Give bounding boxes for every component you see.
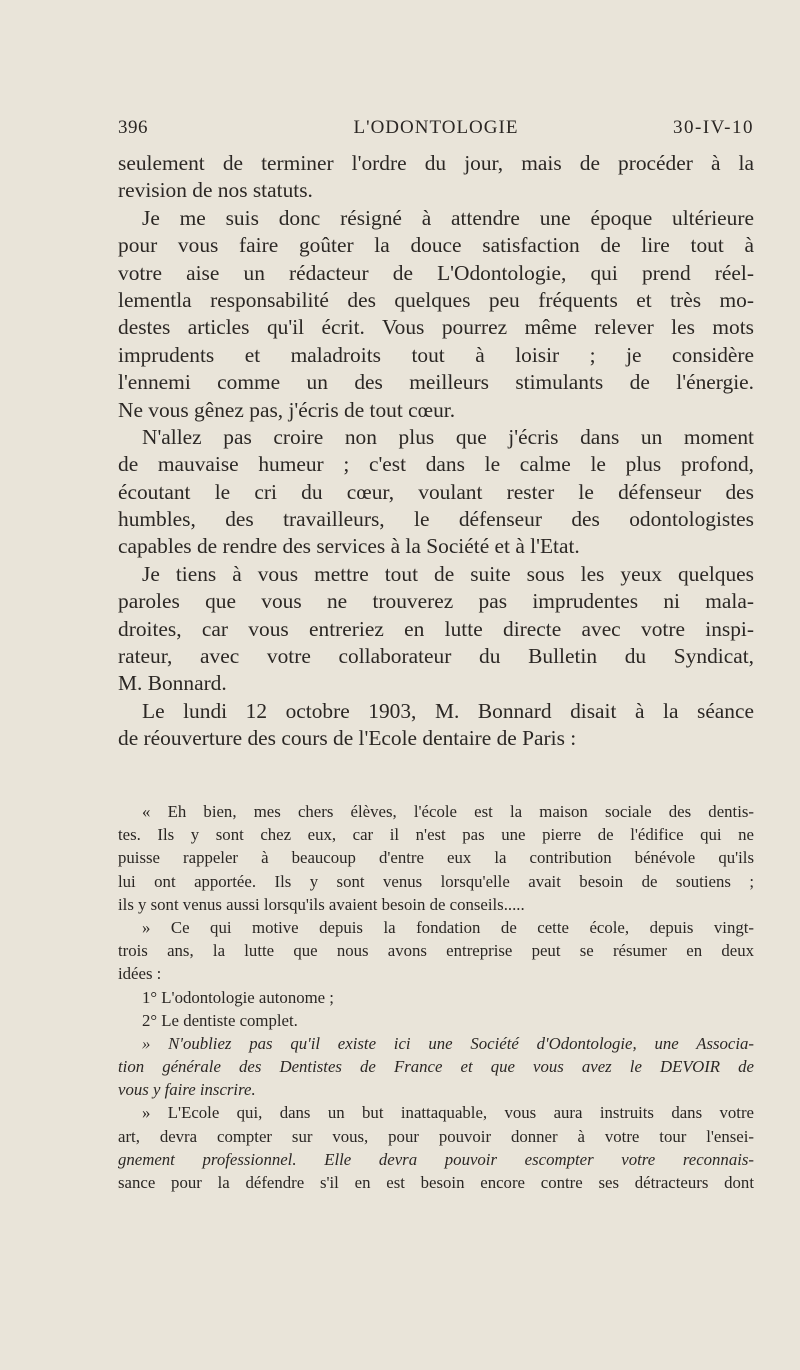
text-line: M. Bonnard. (118, 671, 227, 696)
text-line: imprudents et maladroits tout à loisir ; je considère (118, 342, 754, 367)
text-line: rateur, avec votre collaborateur du Bulletin du Syndicat, (118, 644, 754, 669)
text-line: capables de rendre des services à la Société et à l'Etat. (118, 534, 580, 559)
text-line: droites, car vous entreriez en lutte directe avec votre inspi- (118, 616, 754, 641)
quote-line: » L'Ecole qui, dans un but inattaquable, vous aura instruits dans votre (142, 1103, 754, 1123)
running-title: L'ODONTOLOGIE (353, 117, 519, 138)
quote-line: trois ans, la lutte que nous avons entreprise peut se résumer en deux (118, 941, 754, 961)
text-line: seulement de terminer l'ordre du jour, mais de procéder à la (118, 151, 754, 175)
text-line: Je me suis donc résigné à attendre une époque ultérieure (142, 205, 754, 230)
text-line: Je tiens à vous mettre tout de suite sous les yeux quelques (142, 561, 754, 586)
quote-line: puisse rappeler à beaucoup d'entre eux la contribution bénévole qu'ils (118, 848, 754, 868)
text-line: l'ennemi comme un des meilleurs stimulants de l'énergie. (118, 370, 754, 395)
text-line: lementla responsabilité des quelques peu fréquents et très mo- (118, 287, 754, 312)
quote-line: ils y sont venus aussi lorsqu'ils avaient besoin de conseils..... (118, 894, 525, 914)
text-line: Ne vous gênez pas, j'écris de tout cœur. (118, 397, 456, 422)
running-header (118, 117, 754, 145)
quote-line: 2° Le dentiste complet. (142, 1010, 298, 1030)
text-line: pour vous faire goûter la douce satisfaction de lire tout à (118, 233, 754, 258)
quote-line: gnement professionnel. Elle devra pouvoir escompter votre reconnais- (118, 1149, 754, 1169)
text-line: humbles, des travailleurs, le défenseur des odontologistes (118, 507, 754, 532)
quote-line: « Eh bien, mes chers élèves, l'école est la maison sociale des dentis- (142, 802, 754, 821)
quote-line: sance pour la défendre s'il en est besoin encore contre ses détracteurs dont (118, 1173, 754, 1192)
quoted-speech (118, 800, 754, 1194)
quote-line: tes. Ils y sont chez eux, car il n'est pas une pierre de l'édifice qui ne (118, 825, 754, 845)
quote-line: » Ce qui motive depuis la fondation de cette école, depuis vingt- (142, 917, 754, 937)
issue-date: 30-IV-10 (673, 117, 754, 138)
text-line: écoutant le cri du cœur, voulant rester le défenseur des (118, 479, 754, 504)
text-line: de mauvaise humeur ; c'est dans le calme le plus profond, (118, 452, 754, 477)
text-line: votre aise un rédacteur de L'Odontologie, qui prend réel- (118, 260, 754, 285)
quote-line: tion générale des Dentistes de France et que vous avez le DEVOIR de (118, 1057, 754, 1077)
text-line: de réouverture des cours de l'Ecole dentaire de Paris : (118, 726, 577, 751)
main-text (118, 150, 754, 753)
text-line: revision de nos statuts. (118, 178, 313, 203)
quote-line: lui ont apportée. Ils y sont venus lorsqu'elle avait besoin de soutiens ; (118, 871, 754, 891)
quote-line: » N'oubliez pas qu'il existe ici une Société d'Odontologie, une Associa- (142, 1033, 754, 1053)
text-line: destes articles qu'il écrit. Vous pourrez même relever les mots (118, 315, 754, 340)
page-number: 396 (118, 117, 148, 138)
text-line: Le lundi 12 octobre 1903, M. Bonnard disait à la séance (142, 698, 754, 723)
quote-line: idées : (118, 964, 162, 984)
quote-line: vous y faire inscrire. (118, 1080, 256, 1100)
text-line: paroles que vous ne trouverez pas imprudentes ni mala- (118, 589, 754, 614)
quote-line: art, devra compter sur vous, pour pouvoir donner à votre tour l'ensei- (118, 1126, 754, 1146)
quote-line: 1° L'odontologie autonome ; (142, 987, 334, 1007)
text-line: N'allez pas croire non plus que j'écris dans un moment (142, 424, 754, 449)
